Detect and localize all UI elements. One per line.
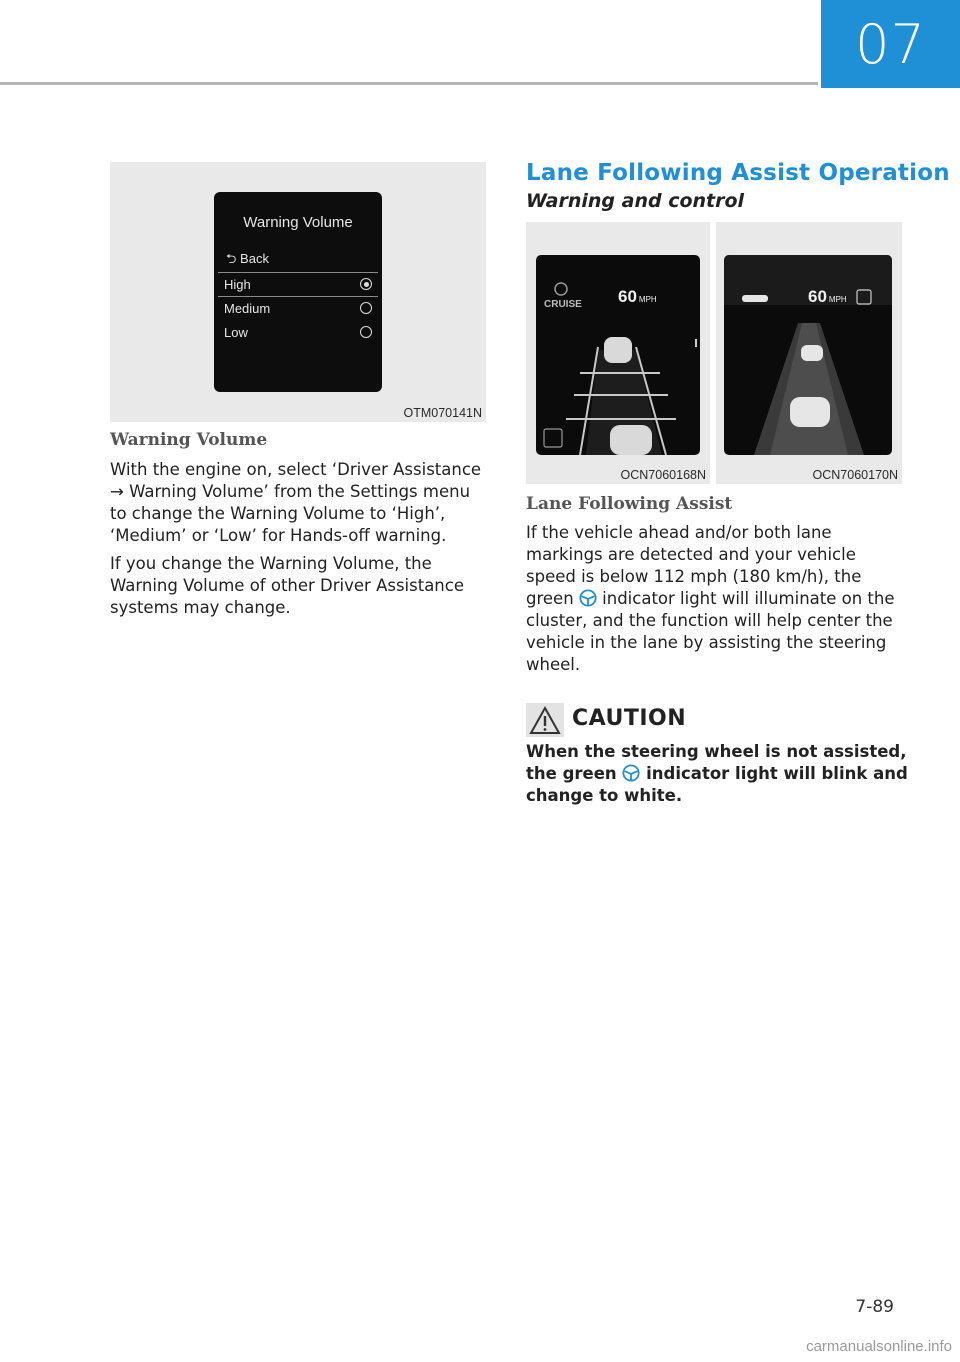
steering-wheel-icon — [579, 589, 597, 607]
radio-icon — [360, 302, 372, 314]
page-number: 7-89 — [855, 1297, 894, 1317]
speed-value: 60 — [808, 287, 827, 306]
chapter-number: 07 — [855, 12, 926, 76]
steering-wheel-icon — [622, 764, 640, 782]
lane-graphic — [536, 255, 700, 455]
caution-title: CAUTION — [572, 706, 687, 731]
screen-title: Warning Volume — [243, 214, 353, 231]
body-text — [526, 522, 906, 676]
section-subtitle: Warning and control — [526, 190, 745, 212]
speed-unit: MPH — [638, 295, 657, 304]
header-rule — [0, 82, 818, 85]
text-fragment: indicator light will blink and change to white. — [526, 764, 908, 805]
caution-icon — [526, 703, 564, 737]
back-arrow-icon: ⮌ — [226, 251, 237, 266]
text-fragment: If the vehicle ahead and/or both lane markings are detected and your vehicle speed is below 112 mph (180 km/h), the green — [526, 523, 862, 608]
back-label: Back — [240, 251, 269, 266]
cluster-screen — [724, 255, 892, 455]
cruise-label: CRUISE — [544, 299, 582, 310]
speed-readout — [808, 287, 847, 307]
option-medium — [218, 298, 378, 320]
lane-graphic — [724, 255, 892, 455]
cluster-figure-cruise — [526, 222, 710, 484]
warning-volume-screen — [214, 192, 382, 392]
watermark: carmanualsonline.info — [806, 1338, 952, 1355]
body-text — [110, 459, 482, 619]
text-fragment: When the steering wheel is not assisted, the green — [526, 742, 907, 783]
radio-selected-icon — [360, 278, 372, 290]
divider — [218, 296, 378, 297]
section-heading: Warning Volume — [110, 430, 268, 450]
cluster-figure-lfa — [716, 222, 902, 484]
option-label: High — [224, 277, 251, 292]
figure-caption: OCN7060170N — [812, 468, 898, 482]
back-item — [226, 250, 269, 272]
speed-readout — [618, 287, 657, 307]
speed-unit: MPH — [828, 295, 847, 304]
option-label: Medium — [224, 301, 271, 316]
warning-volume-figure — [110, 162, 486, 422]
paragraph: With the engine on, select ‘Driver Assistance → Warning Volume’ from the Settings menu to change the Warning Volume to ‘High’, ‘Medium’ or ‘Low’ for Hands-off warning. — [110, 460, 482, 545]
chapter-tab — [821, 0, 960, 88]
warning-triangle-icon — [526, 703, 564, 737]
caution-text — [526, 741, 916, 807]
speed-value: 60 — [618, 287, 637, 306]
section-heading: Lane Following Assist — [526, 494, 733, 514]
option-high — [218, 274, 378, 296]
figure-caption: OCN7060168N — [620, 468, 706, 482]
cluster-screen — [536, 255, 700, 455]
divider — [218, 272, 378, 273]
radio-icon — [360, 326, 372, 338]
option-label: Low — [224, 325, 248, 340]
section-title: Lane Following Assist Operation — [526, 160, 950, 186]
figure-caption: OTM070141N — [403, 406, 482, 420]
text-fragment: indicator light will illuminate on the cluster, and the function will help center the vehicle in the lane by assisting the steering wheel. — [526, 589, 895, 674]
paragraph: If you change the Warning Volume, the Warning Volume of other Driver Assistance systems may change. — [110, 554, 464, 617]
option-low — [218, 322, 378, 344]
